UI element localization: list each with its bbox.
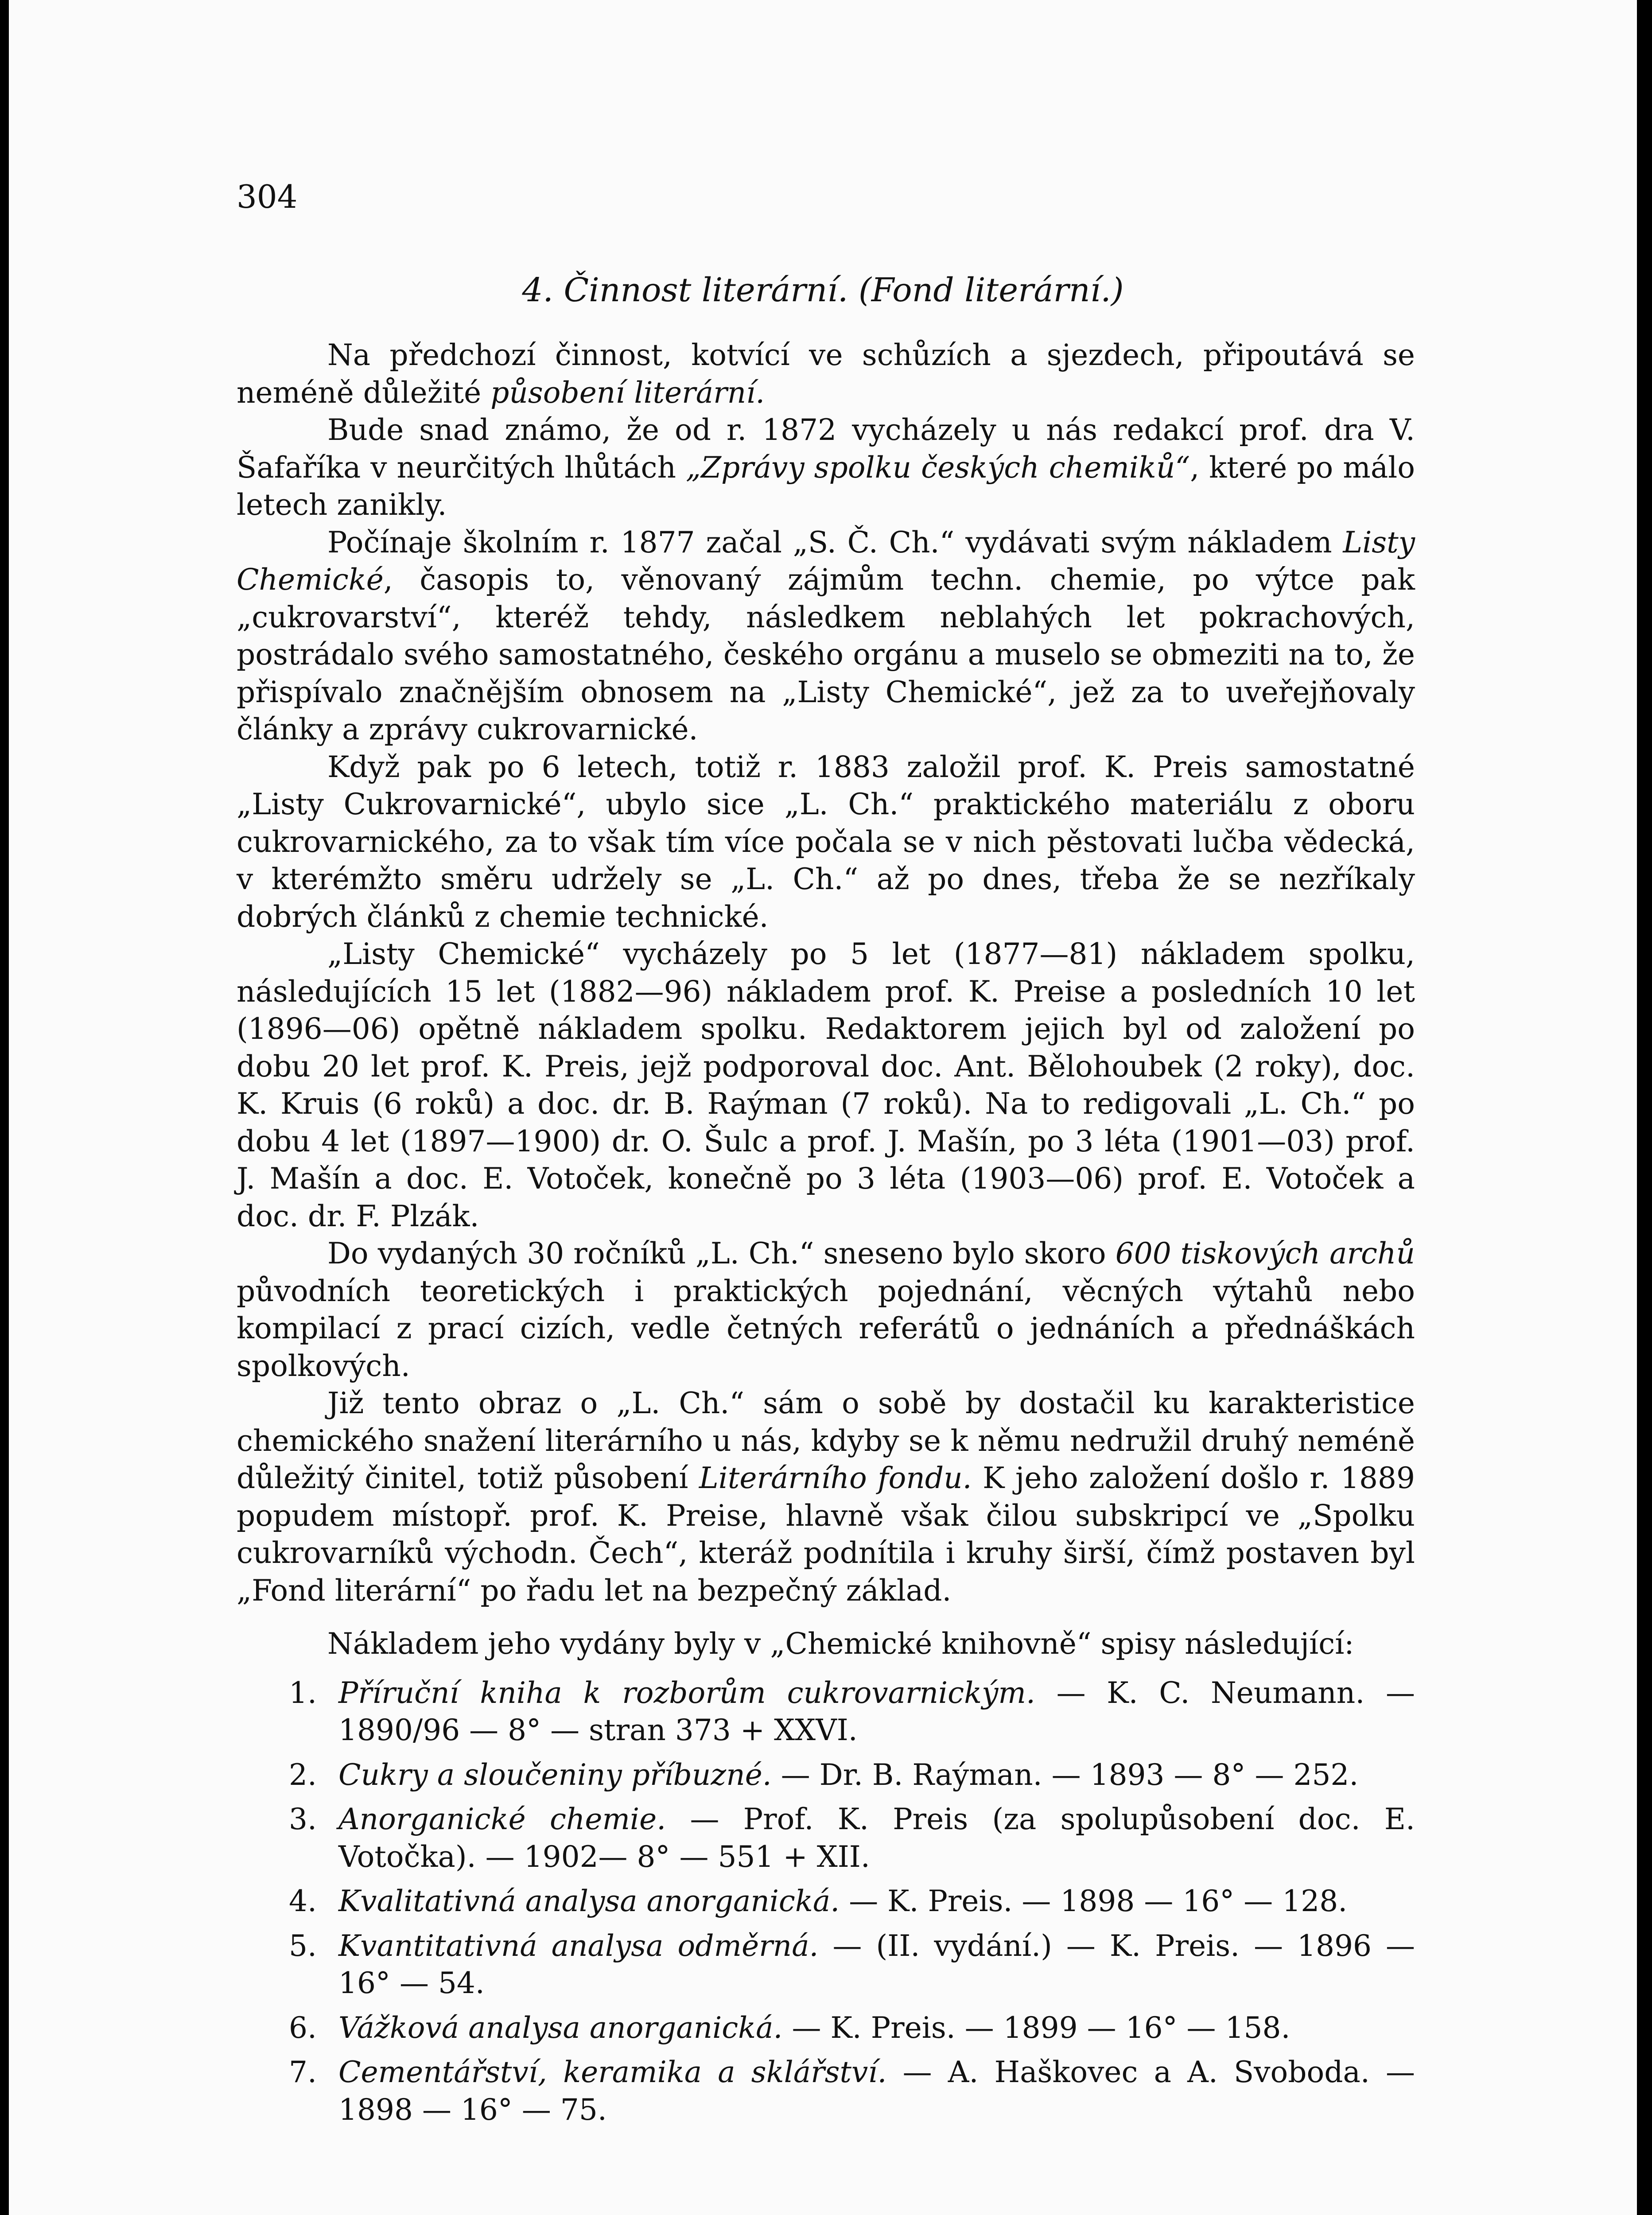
paragraph (237, 1235, 1415, 1385)
list-item (237, 1756, 1415, 1794)
item-number: 6. (289, 2010, 317, 2045)
text-run: původních teoretických i praktických pojednání, věcných výtahů nebo kompilací z prací cizích, vedle četných referátů o jednáních a přednáškách spolkových. (237, 1274, 1415, 1383)
list-item (237, 1927, 1415, 2002)
book-title: Kvantitativná analysa odměrná. (338, 1928, 819, 1963)
item-number: 4. (289, 1884, 317, 1918)
section-heading: 4. Činnost literární. (Fond literární.) (522, 271, 1124, 309)
paragraph: „Listy Chemické“ vycházely po 5 let (1877—81) nákladem spolku, následujících 15 let (1882—96) nákladem prof. K. Preise a posledních 10 let (1896—06) opětně nákladem spolku. Redaktorem jejich byl od založení po dobu 20 let prof. K. Preis, jejž podporoval doc. Ant. Bělohoubek (2 roky), doc. K. Kruis (6 roků) a doc. dr. B. Raýman (7 roků). Na to redigovali „L. Ch.“ po dobu 4 let (1897—1900) dr. O. Šulc a prof. J. Mašín, po 3 léta (1901—03) prof. J. Mašín a doc. E. Votoček, konečně po 3 léta (1903—06) prof. E. Votoček a doc. dr. F. Plzák. (237, 937, 1415, 1233)
book-title: Vážková analysa anorganická. (338, 2010, 783, 2045)
item-number: 3. (289, 1802, 317, 1836)
text-run: K jeho založení došlo r. 1889 popudem místopř. prof. K. Preise, hlavně však čilou subskripcí ve „Spolku cukrovarníků východn. Čech“, kteráž podnítila i kruhy širší, čímž postaven byl „Fond literární“ po řadu let na bezpečný základ. (237, 1461, 1415, 1608)
list-item (237, 1675, 1415, 1749)
book-title: Cukry a sloučeniny příbuzné. (338, 1757, 772, 1792)
text-run: , časopis to, věnovaný zájmům techn. chemie, po výtce pak „cukrovarství“, kteréž tehdy, následkem neblahých let pokrachových, postrádalo svého samostatného, českého orgánu a muselo se obmeziti na to, že přispívalo značnějším obnosem na „Listy Chemické“, jež za to uveřejňovaly články a zprávy cukrovarnické. (237, 563, 1415, 746)
book-details: — (II. vydání.) — K. Preis. — 1896 — 16° — 54. (338, 1928, 1415, 2000)
body-text (237, 337, 1415, 2136)
paragraph: Když pak po 6 letech, totiž r. 1883 založil prof. K. Preis samostatné „Listy Cukrovarnické“, ubylo sice „L. Ch.“ praktického materiálu z oboru cukrovarnického, za to však tím více počala se v nich pěstovati lučba vědecká, v kterémžto směru udržely se „L. Ch.“ až po dnes, třeba že se nezříkaly dobrých článků z chemie technické. (237, 750, 1415, 934)
emphasis: „Zprávy spolku českých chemiků“ (685, 450, 1190, 485)
list-item (237, 2054, 1415, 2129)
list-item (237, 1801, 1415, 1876)
paragraph (237, 524, 1415, 749)
list-item (237, 2009, 1415, 2047)
list-lead: Nákladem jeho vydány byly v „Chemické knihovně“ spisy následující: (327, 1627, 1354, 1661)
book-title: Cementářství, keramika a sklářství. (338, 2055, 887, 2089)
emphasis: 600 tiskových archů (1115, 1236, 1415, 1271)
paragraph (237, 337, 1415, 412)
emphasis: působení literární. (490, 375, 765, 410)
book-title: Příruční kniha k rozborům cukrovarnickým. (338, 1675, 1035, 1710)
page-number: 304 (237, 178, 298, 215)
emphasis: Literárního fondu. (699, 1461, 972, 1495)
item-number: 1. (289, 1675, 317, 1710)
text-run: Do vydaných 30 ročníků „L. Ch.“ sneseno bylo skoro (327, 1236, 1116, 1271)
book-list (237, 1675, 1415, 2129)
paragraph (237, 1385, 1415, 1609)
text-run: , které po málo letech zanikly. (237, 450, 1415, 522)
text-run: Již tento obraz o „L. Ch.“ sám o sobě by dostačil ku karakteristice chemického snažení literárního u nás, kdyby se k němu nedružil druhý neméně důležitý činitel, totiž působení (237, 1386, 1415, 1495)
emphasis: Listy Chemické (237, 525, 1415, 597)
book-details: — Dr. B. Raýman. — 1893 — 8° — 252. (771, 1757, 1359, 1792)
text-run: Bude snad známo, že od r. 1872 vycházely u nás redakcí prof. dra V. Šafaříka v neurčitých lhůtách (237, 413, 1415, 485)
book-title: Kvalitativná analysa anorganická. (338, 1884, 840, 1918)
list-item (237, 1883, 1415, 1920)
book-title: Anorganické chemie. (338, 1802, 666, 1836)
text-run: Počínaje školním r. 1877 začal „S. Č. Ch.“ vydávati svým nákladem (327, 525, 1343, 560)
paragraph (237, 412, 1415, 524)
book-details: — K. Preis. — 1898 — 16° — 128. (840, 1884, 1348, 1918)
item-number: 5. (289, 1928, 317, 1963)
page (9, 0, 1637, 2215)
book-details: — K. Preis. — 1899 — 16° — 158. (782, 2010, 1291, 2045)
item-number: 2. (289, 1757, 317, 1792)
text-run: Na předchozí činnost, kotvící ve schůzích a sjezdech, připoutává se neméně důležité (237, 338, 1415, 410)
book-details: — A. Haškovec a A. Svoboda. — 1898 — 16° — 75. (338, 2055, 1415, 2127)
item-number: 7. (289, 2055, 317, 2089)
book-details: — Prof. K. Preis (za spolupůsobení doc. E. Votočka). — 1902— 8° — 551 + XII. (338, 1802, 1415, 1874)
book-details: — K. C. Neumann. — 1890/96 — 8° — stran 373 + XXVI. (338, 1675, 1415, 1747)
